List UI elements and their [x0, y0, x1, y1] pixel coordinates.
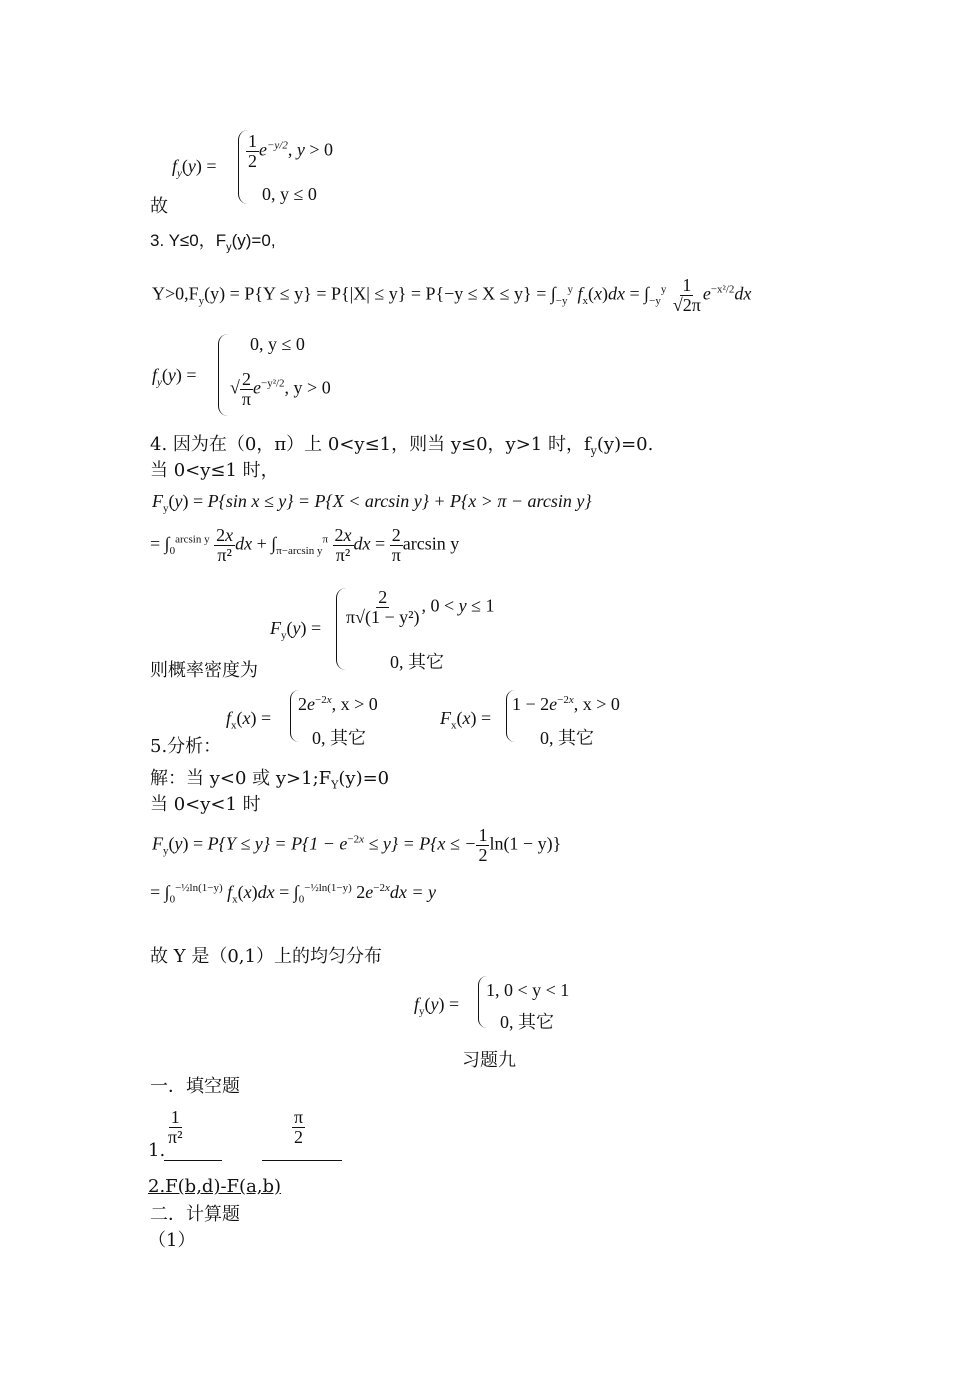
q5-fx-label: $f_x(x)$ =: [226, 708, 272, 732]
q4-F-label: $F_y(y)$ =: [270, 618, 322, 642]
eq-fy-label: $f_y(y)$ =: [172, 156, 217, 180]
q5-Fx-label: $F_x(x)$ =: [440, 708, 492, 732]
q5-sol2: 当 0<y<1 时: [150, 794, 261, 815]
q5-fx-case1: $2e^{-2x}$, x > 0: [298, 694, 378, 714]
q4-density: 则概率密度为: [150, 660, 258, 681]
q5-conclusion: 故 Y 是（0,1）上的均匀分布: [150, 946, 382, 967]
q5-Fx-case2: 0, 其它: [540, 728, 594, 748]
q5-title: 5.分析：: [150, 736, 222, 757]
q5-fx-case2: 0, 其它: [312, 728, 366, 748]
q5-Fx-case1: $1 - 2e^{-2x}$, x > 0: [512, 694, 620, 714]
calc-item-1: （1）: [148, 1230, 196, 1251]
brace: [218, 334, 229, 416]
q3-case1: 0, y ≤ 0: [250, 334, 305, 354]
q5-fy-case1: 1, 0 < y < 1: [486, 980, 570, 1000]
section-calc: 二．计算题: [150, 1204, 240, 1225]
q3-line: 3. Y≤0，$F_y(y)=0$,: [150, 231, 276, 254]
q3-case2: √ $\frac{2}{\pi}$ $e^{-y^2/2}$, y > 0: [230, 369, 331, 409]
q5-sol1: 解：当 y<0 或 $y>1;F_Y(y)=0$: [150, 768, 390, 792]
q4-eq2: = $\int_0^{arcsin y}$ $\frac{2x}{\text{π²}}$ dx + $\int_{\pi-arcsin y}^\pi$ $\frac{2x}{\text{π²}}$ dx = $\frac{2}{\pi}$ arcsin y: [150, 525, 460, 565]
fill1-prefix: 1.: [148, 1140, 166, 1161]
q3-equation: $Y>0,F_y(y) = P\{Y \le y\} = P\{|X| \le y\} = P\{-y \le X \le y\} = \int_{-y}^y$ $f_x(x)dx = \int_{-y}^y$ $\frac{1}{√2\pi}$ $e^{-x^2/2}dx$: [152, 275, 752, 315]
q4-eq1: $F_y(y) = P\{\sin$ x ≤ y} = P{X < arcsin y} + P{x > π − arcsin y}: [152, 491, 592, 515]
fill1-answer-a: $\frac{1}{\text{π²}}$: [168, 1107, 183, 1147]
q4-line1: 4. 因为在（0，π）上 0<y≤1，则当 y≤0，y>1 时，$f_y(y)=0$.: [150, 434, 654, 458]
fill1-answer-b: $\frac{\pi}{2}$: [294, 1107, 304, 1147]
eq-fy-case1: $\frac{1}{2}$ $e^{-y/2}$, y > 0: [248, 131, 334, 171]
q5-fy-case2: 0, 其它: [500, 1012, 554, 1032]
section-fill: 一．填空题: [150, 1076, 240, 1097]
chapter-title: 习题九: [462, 1050, 516, 1071]
fill2-answer: 2.F(b,d)-F(a,b): [148, 1176, 282, 1197]
eq-fy-case2: 0, y ≤ 0: [262, 184, 317, 204]
q4-F-case2: 0, 其它: [390, 652, 444, 672]
blank-line: [262, 1160, 342, 1161]
q4-line2: 当 0<y≤1 时，: [150, 460, 279, 481]
q3-fy-label: $f_y(y)$ =: [152, 365, 197, 389]
q4-F-case1: $\frac{2}{\text{π√(1 − y²)}}$ , 0 < y ≤ 1: [346, 587, 495, 627]
blank-line: [164, 1160, 222, 1161]
q5-eq1: $F_y(y) = P\{Y \le y\} = P\{1 - e^{-2x} \le y\} = P\{x$ ≤ − $\frac{1}{2}$ ln(1 − y)}: [152, 825, 562, 865]
q5-eq2: = $\int_0^{-\frac{1}{2}ln(1-y)}$ $f_x(x)dx = \int_0^{-\frac{1}{2}ln(1-y)}$ $2e^{-2x}dx = y$: [150, 882, 437, 906]
q5-fy-label: $f_y(y)$ =: [414, 994, 460, 1018]
text-gu: 故: [150, 196, 168, 217]
